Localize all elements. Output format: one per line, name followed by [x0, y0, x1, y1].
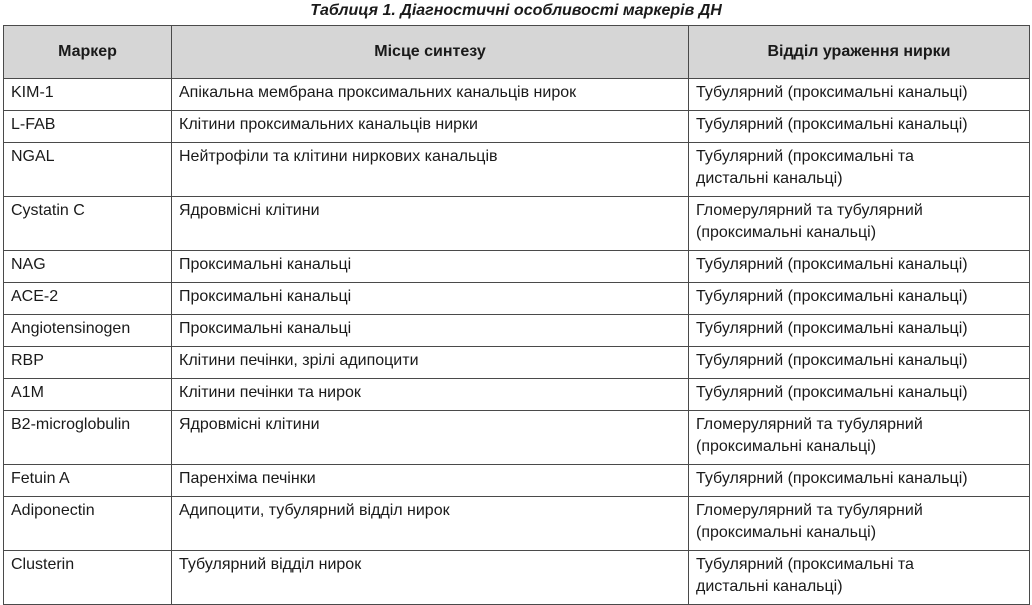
kidney-department-line-2: дистальні канальці) [696, 170, 843, 187]
synthesis-site-cell: Ядровмісні клітини [172, 197, 689, 251]
kidney-department-text: Тубулярний (проксимальні канальці) [696, 84, 968, 101]
marker-cell: Cystatin C [4, 197, 172, 251]
kidney-department-cell [689, 111, 1030, 143]
marker-cell: KIM-1 [4, 79, 172, 111]
marker-cell: Clusterin [4, 551, 172, 605]
kidney-department-line-1: Гломерулярний та тубулярний [696, 502, 923, 519]
marker-cell: ACE-2 [4, 283, 172, 315]
table-row [4, 315, 1030, 347]
kidney-department-line-1: Гломерулярний та тубулярний [696, 416, 923, 433]
header-row [4, 26, 1030, 79]
synthesis-site-cell: Паренхіма печінки [172, 465, 689, 497]
synthesis-site-cell: Нейтрофіли та клітини ниркових канальців [172, 143, 689, 197]
synthesis-site-cell: Проксимальні канальці [172, 283, 689, 315]
kidney-department-text: Тубулярний (проксимальні канальці) [696, 320, 968, 337]
marker-cell: Angiotensinogen [4, 315, 172, 347]
kidney-department-text: Тубулярний (проксимальні канальці) [696, 288, 968, 305]
table-row [4, 347, 1030, 379]
table-caption: Таблиця 1. Діагностичні особливості маркерів ДН [310, 2, 722, 19]
table-row [4, 197, 1030, 251]
synthesis-site-cell: Тубулярний відділ нирок [172, 551, 689, 605]
kidney-department-cell [689, 79, 1030, 111]
kidney-department-cell [689, 143, 1030, 197]
kidney-department-cell [689, 551, 1030, 605]
column-header-synthesis-site: Місце синтезу [172, 26, 689, 79]
kidney-department-text: Тубулярний (проксимальні канальці) [696, 470, 968, 487]
marker-cell: Adiponectin [4, 497, 172, 551]
table-row [4, 465, 1030, 497]
synthesis-site-cell: Проксимальні канальці [172, 251, 689, 283]
kidney-department-cell [689, 347, 1030, 379]
kidney-department-cell [689, 251, 1030, 283]
synthesis-site-cell: Адипоцити, тубулярний відділ нирок [172, 497, 689, 551]
table-row [4, 143, 1030, 197]
marker-cell: NAG [4, 251, 172, 283]
marker-cell: B2-microglobulin [4, 411, 172, 465]
synthesis-site-cell: Клітини печінки та нирок [172, 379, 689, 411]
kidney-department-text: Тубулярний (проксимальні канальці) [696, 256, 968, 273]
column-header-marker: Маркер [4, 26, 172, 79]
kidney-department-cell [689, 379, 1030, 411]
kidney-department-cell [689, 465, 1030, 497]
marker-cell: L-FAB [4, 111, 172, 143]
kidney-department-cell [689, 497, 1030, 551]
kidney-department-cell [689, 315, 1030, 347]
kidney-department-cell [689, 411, 1030, 465]
kidney-department-text: Тубулярний (проксимальні канальці) [696, 384, 968, 401]
kidney-department-text: Тубулярний (проксимальні канальці) [696, 352, 968, 369]
synthesis-site-cell: Клітини проксимальних канальців нирки [172, 111, 689, 143]
kidney-department-line-2: (проксимальні канальці) [696, 438, 877, 455]
synthesis-site-cell: Ядровмісні клітини [172, 411, 689, 465]
table-row [4, 79, 1030, 111]
kidney-department-line-1: Тубулярний (проксимальні та [696, 556, 914, 573]
synthesis-site-cell: Апікальна мембрана проксимальних канальців нирок [172, 79, 689, 111]
kidney-department-cell [689, 283, 1030, 315]
marker-cell: Fetuin A [4, 465, 172, 497]
table-row [4, 551, 1030, 605]
synthesis-site-cell: Проксимальні канальці [172, 315, 689, 347]
kidney-department-line-1: Гломерулярний та тубулярний [696, 202, 923, 219]
column-header-kidney-department: Відділ ураження нирки [689, 26, 1030, 79]
table-row [4, 251, 1030, 283]
kidney-department-text: Тубулярний (проксимальні канальці) [696, 116, 968, 133]
markers-table [3, 25, 1030, 605]
table-row [4, 497, 1030, 551]
marker-cell: RBP [4, 347, 172, 379]
kidney-department-cell [689, 197, 1030, 251]
table-row [4, 283, 1030, 315]
synthesis-site-cell: Клітини печінки, зрілі адипоцити [172, 347, 689, 379]
table-row [4, 111, 1030, 143]
kidney-department-line-2: (проксимальні канальці) [696, 224, 877, 241]
table-row [4, 411, 1030, 465]
marker-cell: A1M [4, 379, 172, 411]
table-row [4, 379, 1030, 411]
kidney-department-line-2: дистальні канальці) [696, 578, 843, 595]
kidney-department-line-1: Тубулярний (проксимальні та [696, 148, 914, 165]
kidney-department-line-2: (проксимальні канальці) [696, 524, 877, 541]
marker-cell: NGAL [4, 143, 172, 197]
